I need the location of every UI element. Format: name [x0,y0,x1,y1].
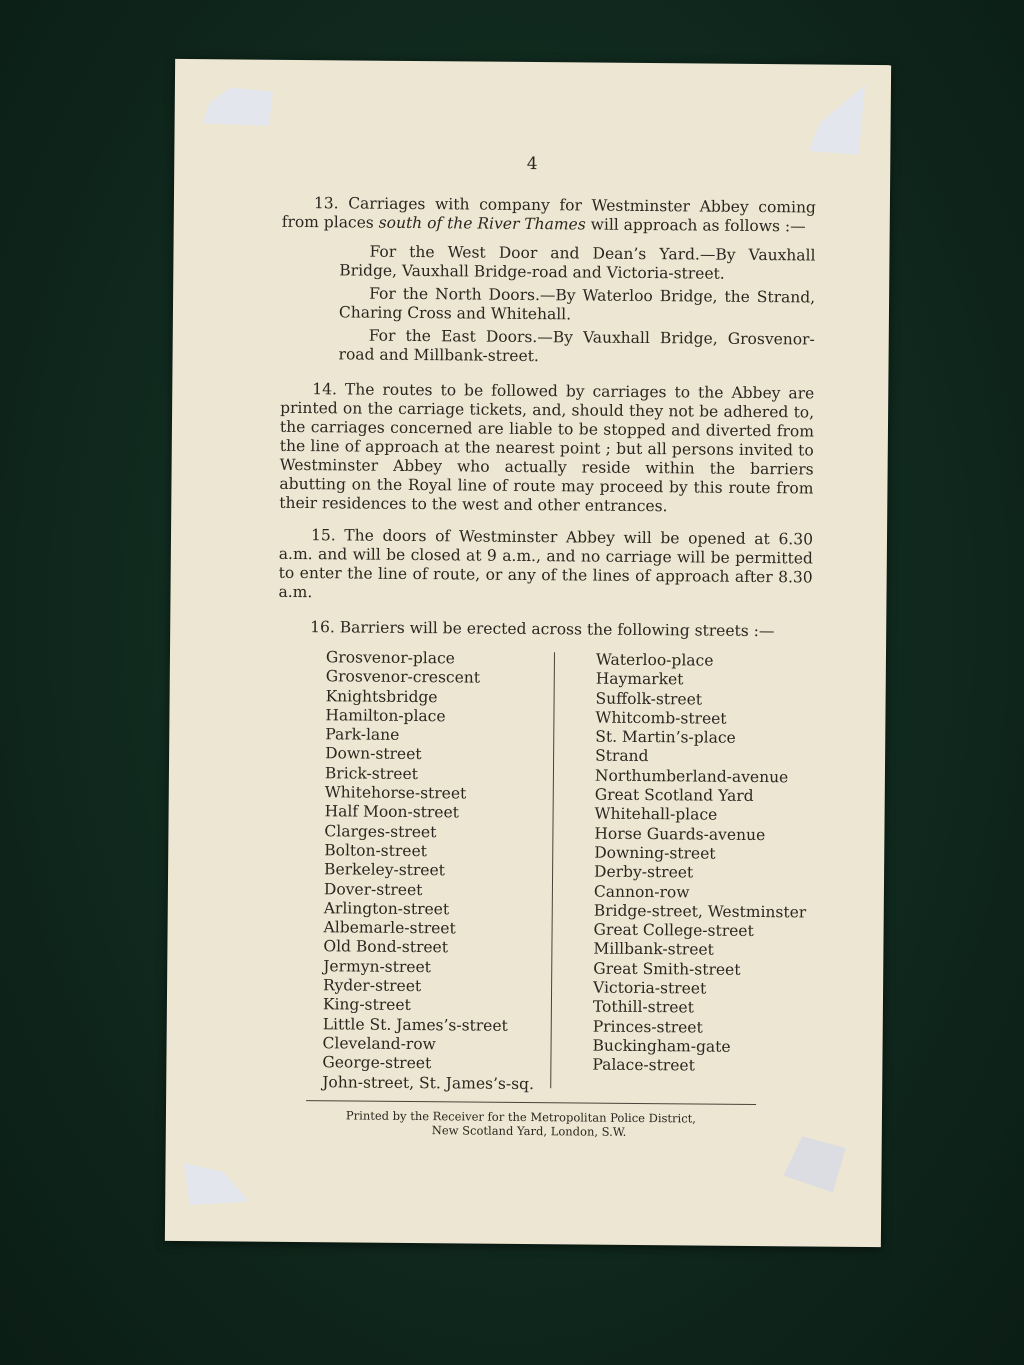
section-13-intro-italic: south of the River Thames [378,213,586,234]
street-name: Whitehorse-street [324,783,467,803]
street-name: Hamilton-place [325,706,446,726]
section-13-intro-start: 13. Carriages with company for Westminster Abbey coming from places [281,194,816,232]
section-13-intro [282,194,816,237]
street-name: Clarges-street [324,821,437,841]
street-name: Old Bond-street [323,937,449,957]
street-name: King-street [322,995,411,1015]
mounting-hinge-top-left [203,87,273,126]
route-west-door: For the West Door and Dean’s Yard.—By Vauxhall Bridge, Vauxhall Bridge-road and Victoria-street. [339,242,816,283]
street-name: Albemarle-street [323,918,456,938]
street-name: Haymarket [595,669,684,689]
street-name: Millbank-street [593,940,714,960]
section-14-text: 14. The routes to be followed by carriages to the Abbey are printed on the carriage tickets, and, should they not be adhered to, the carriages concerned are liable to be stopped and diverted from the line of approach at the nearest point ; but all persons invited to Westminster Abbey who actually reside within the barriers abutting on the Royal line of route may proceed by this route from their residences to the west and other entrances. [279,380,815,516]
mounting-hinge-bottom-left [183,1163,249,1206]
street-name: Great College-street [593,920,754,941]
street-name: Bolton-street [324,841,427,861]
street-name: Whitehall-place [594,804,718,825]
footer-rule [306,1100,756,1105]
mounting-hinge-top-right [808,84,865,154]
section-14 [279,380,814,518]
street-name: Princes-street [592,1017,703,1037]
street-name: Palace-street [592,1055,695,1075]
imprint-line-1: Printed by the Receiver for the Metropolitan Police District, [345,1108,697,1126]
street-name: Cannon-row [593,882,690,901]
section-15 [278,526,813,607]
printer-imprint [336,1108,736,1139]
route-east-doors: For the East Doors.—By Vauxhall Bridge, Grosvenor-road and Millbank-street. [338,326,815,366]
street-name: George-street [322,1053,432,1073]
imprint-line-2: New Scotland Yard, London, S.W. [431,1123,627,1139]
street-name: Downing-street [594,843,716,863]
street-name: Strand [595,747,649,766]
street-name: Northumberland-avenue [594,766,789,787]
section-16 [278,618,812,642]
street-name: Berkeley-street [324,860,446,880]
streets-right-column [592,651,808,1077]
street-name: Great Scotland Yard [594,785,754,806]
street-name: Brick-street [324,764,418,783]
street-name: Knightsbridge [325,686,438,706]
street-name: St. Martin’s-place [595,727,736,748]
street-name: Little St. James’s-street [322,1014,508,1035]
street-name: Grosvenor-crescent [325,667,481,687]
section-15-text: 15. The doors of Westminster Abbey will be opened at 6.30 a.m. and will be closed at 9 a.m., and no carriage will be permitted to enter the line of route, or any of the lines of approach after 8.30 a.m. [278,526,814,602]
street-name: Ryder-street [323,976,422,996]
document-page [165,59,891,1247]
street-name: Down-street [325,744,422,764]
street-name: Great Smith-street [593,959,741,979]
street-name: Buckingham-gate [592,1036,731,1056]
street-name: Half Moon-street [324,802,459,822]
street-name: Arlington-street [323,899,450,919]
column-divider [550,652,555,1088]
mounting-hinge-bottom-right [783,1136,845,1193]
page-number: 4 [526,153,538,175]
street-name: John-street, St. James’s-sq. [322,1072,534,1093]
street-name: Grosvenor-place [325,648,455,668]
street-name: Jermyn-street [323,956,431,976]
section-13-routes [281,242,816,369]
route-north-doors: For the North Doors.—By Waterloo Bridge, the Strand, Charing Cross and Whitehall. [338,284,816,324]
street-name: Bridge-street, Westminster [593,901,807,922]
street-name: Park-lane [325,725,400,745]
street-name: Suffolk-street [595,689,703,709]
street-name: Dover-street [323,879,423,899]
street-name: Waterloo-place [595,650,714,670]
street-name: Tothill-street [592,997,694,1017]
barrier-streets-list [322,648,818,1092]
street-name: Whitcomb-street [595,708,727,728]
street-name: Victoria-street [593,978,707,998]
streets-left-column [322,648,538,1094]
street-name: Cleveland-row [322,1034,436,1054]
section-13-intro-end: will approach as follows :— [585,215,806,236]
section-16-text: 16. Barriers will be erected across the following streets :— [310,618,775,641]
street-name: Horse Guards-avenue [594,824,766,844]
street-name: Derby-street [594,862,694,882]
